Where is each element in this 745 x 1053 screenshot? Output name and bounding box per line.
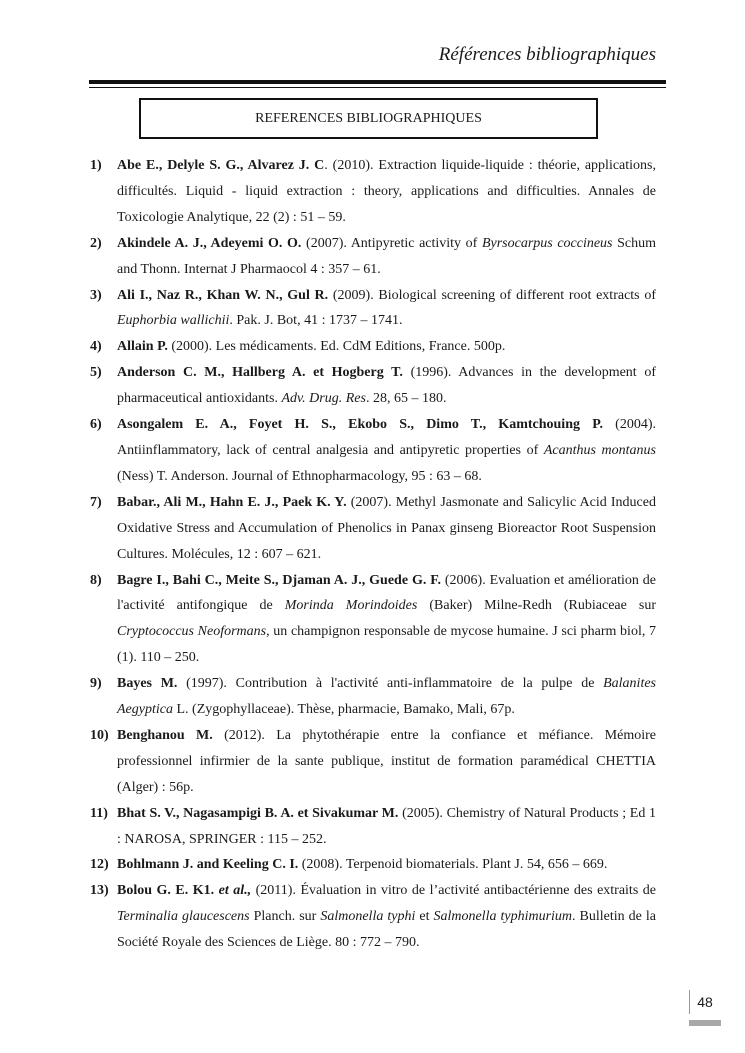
reference-number: 13) <box>90 883 109 899</box>
reference-authors: Bhat S. V., Nagasampigi B. A. et Sivakumar M. <box>117 805 399 821</box>
reference-authors: Asongalem E. A., Foyet H. S., Ekobo S., Dimo T., Kamtchouing P. <box>117 417 603 433</box>
reference-item <box>90 153 656 231</box>
reference-text: (1997). Contribution à l'activité anti-inflammatoire de la pulpe de <box>177 676 604 692</box>
reference-italic-text: Salmonella typhimurium <box>433 909 573 925</box>
reference-text: (2007). Antipyretic activity of <box>301 235 482 251</box>
reference-text: (2011). Évaluation in vitro de l’activité antibactérienne des extraits de <box>251 883 656 899</box>
reference-text: (1996). Advances in the development of pharmaceutical antioxidants. <box>117 365 656 407</box>
reference-italic-text: Salmonella typhi <box>320 909 416 925</box>
reference-italic-text: Balanites Aegyptica <box>117 676 656 718</box>
reference-text: et <box>415 909 434 925</box>
reference-number: 12) <box>90 857 109 873</box>
section-title-box: REFERENCES BIBLIOGRAPHIQUES <box>139 98 598 139</box>
reference-authors: Bolou G. E. K1. <box>117 883 219 899</box>
reference-text: Planch. sur <box>249 909 321 925</box>
reference-authors: Ali I., Naz R., Khan W. N., Gul R. <box>117 287 329 303</box>
reference-authors: Babar., Ali M., Hahn E. J., Paek K. Y. <box>117 494 347 510</box>
reference-authors: Akindele A. J., Adeyemi O. O. <box>117 235 302 251</box>
reference-italic-text: Morinda Morindoides <box>284 598 418 614</box>
reference-italic-text: Adv. Drug. Res <box>281 391 366 407</box>
reference-authors: Bohlmann J. and Keeling C. I. <box>117 857 299 873</box>
reference-italic-text: Euphorbia wallichii <box>117 313 230 329</box>
reference-text: . 28, 65 – 180. <box>365 391 447 407</box>
reference-authors: Bagre I., Bahi C., Meite S., Djaman A. J., Guede G. F. <box>117 572 441 588</box>
reference-number: 1) <box>90 158 102 173</box>
header-rule-thin <box>89 87 666 88</box>
reference-italic-text: Byrsocarpus coccineus <box>481 235 613 251</box>
reference-authors-etal: et al., <box>218 883 252 899</box>
reference-italic-text: Cryptococcus Neoformans <box>117 624 267 640</box>
reference-item <box>90 852 656 878</box>
reference-number: 2) <box>90 235 102 251</box>
reference-number: 3) <box>90 287 102 303</box>
reference-text: (2009). Biological screening of different root extracts of <box>328 287 656 303</box>
reference-text: L. (Zygophyllaceae). Thèse, pharmacie, Bamako, Mali, 67p. <box>172 702 515 718</box>
reference-authors: Allain P. <box>117 339 168 355</box>
reference-authors: Anderson C. M., Hallberg A. et Hogberg T. <box>117 365 403 381</box>
reference-item <box>90 334 656 360</box>
reference-item <box>90 231 656 283</box>
reference-number: 8) <box>90 572 102 588</box>
reference-text: . (2010). Extraction liquide-liquide : théorie, applications, difficultés. Liquid - liquid extraction : theory, applications and difficulties. Annales de Toxicologie Analytique, 22 (2) : 51 – 59. <box>117 158 656 225</box>
reference-italic-text: Terminalia glaucescens <box>117 909 250 925</box>
reference-text: (Ness) T. Anderson. Journal of Ethnopharmacology, 95 : 63 – 68. <box>117 468 482 484</box>
running-header: Références bibliographiques <box>438 44 656 65</box>
reference-item <box>90 568 656 672</box>
reference-item <box>90 412 656 490</box>
reference-number: 10) <box>90 727 109 743</box>
reference-number: 5) <box>90 365 102 381</box>
header-rule-thick <box>89 80 666 84</box>
reference-item <box>90 801 656 853</box>
reference-number: 7) <box>90 494 102 510</box>
reference-text: (2005). Chemistry of Natural Products ; Ed 1 : NAROSA, SPRINGER : 115 – 252. <box>117 805 656 847</box>
reference-text: (2004). Antiinflammatory, lack of central analgesia and antipyretic properties of <box>117 417 656 458</box>
reference-number: 6) <box>90 417 102 433</box>
reference-number: 9) <box>90 676 102 692</box>
reference-item <box>90 283 656 335</box>
reference-text: , un champignon responsable de mycose humaine. J sci pharm biol, 7 (1). 110 – 250. <box>117 624 656 666</box>
reference-text: Schum and Thonn. Internat J Pharmaocol 4 : 357 – 61. <box>117 235 657 277</box>
reference-authors: Benghanou M. <box>117 727 213 743</box>
page-number-bar <box>689 1020 721 1026</box>
page-number: 48 <box>689 990 720 1014</box>
reference-text: (2000). Les médicaments. Ed. CdM Editions, France. 500p. <box>167 339 506 355</box>
reference-item <box>90 878 656 956</box>
reference-list <box>90 153 656 956</box>
reference-text: (2008). Terpenoid biomaterials. Plant J. 54, 656 – 669. <box>298 857 608 873</box>
reference-text: (2012). La phytothérapie entre la confiance et méfiance. Mémoire professionnel infirmier de la sante publique, institut de formation paramédical CHETTIA (Alger) : 56p. <box>117 727 656 795</box>
reference-item <box>90 360 656 412</box>
reference-text: . Bulletin de la Société Royale des Sciences de Liège. 80 : 772 – 790. <box>117 909 656 951</box>
reference-italic-text: Acanthus montanus <box>543 442 657 458</box>
reference-text: . Pak. J. Bot, 41 : 1737 – 1741. <box>229 313 403 329</box>
reference-authors: Abe E., Delyle S. G., Alvarez J. C <box>117 158 325 173</box>
reference-number: 11) <box>90 805 108 821</box>
reference-text: (2006). Evaluation et amélioration de l'activité antifongique de <box>117 572 657 614</box>
reference-text: (Baker) Milne-Redh (Rubiaceae sur <box>417 598 656 614</box>
reference-item <box>90 490 656 568</box>
reference-item <box>90 671 656 723</box>
reference-text: (2007). Methyl Jasmonate and Salicylic Acid Induced Oxidative Stress and Accumulation of Phenolics in Panax ginseng Bioreactor Root Suspension Cultures. Molécules, 12 : 607 – 621. <box>117 494 656 562</box>
reference-authors: Bayes M. <box>117 676 178 692</box>
reference-number: 4) <box>90 339 102 355</box>
reference-item <box>90 723 656 801</box>
